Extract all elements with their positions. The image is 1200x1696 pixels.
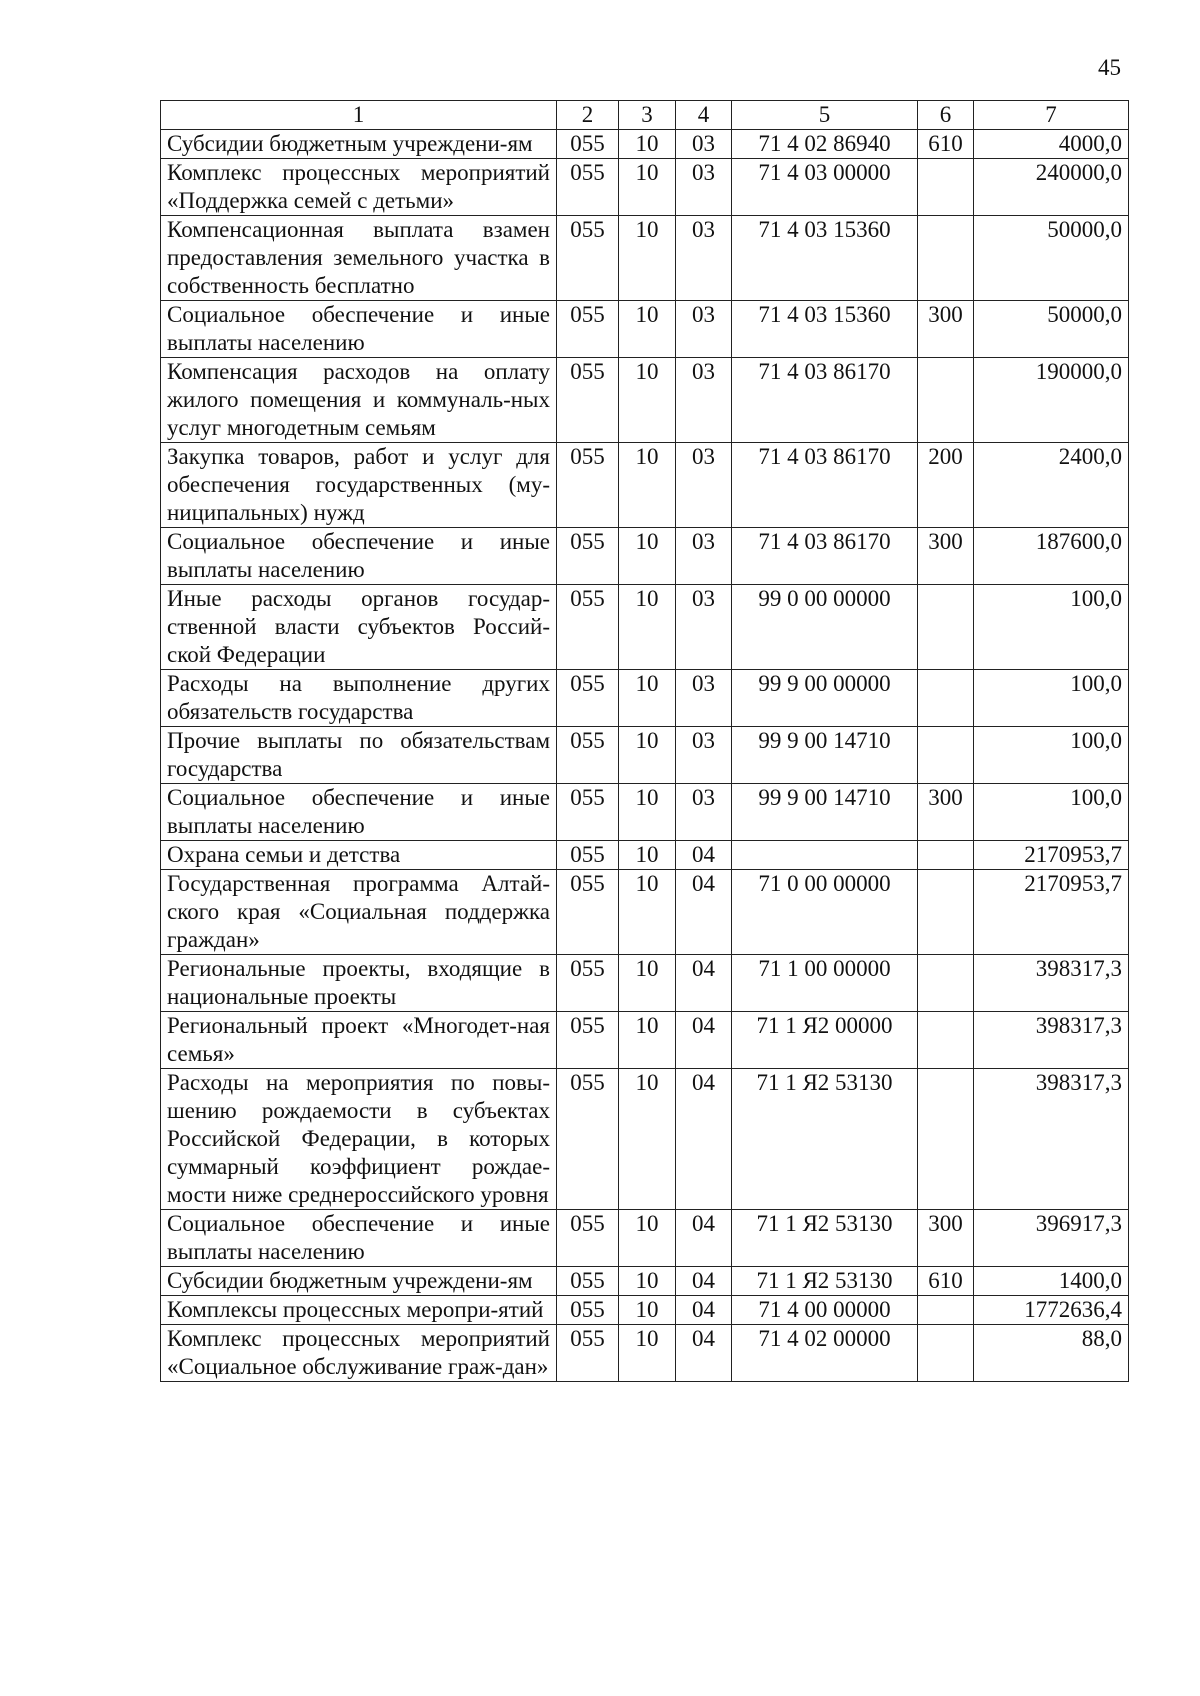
expense-name-cell: Закупка товаров, работ и услуг для обеспечения государственных (му-ниципальных) нужд	[161, 443, 557, 528]
section-code-cell: 10	[619, 955, 676, 1012]
subsection-code-cell: 04	[676, 1296, 732, 1325]
table-row	[161, 1069, 1129, 1210]
section-code-cell: 10	[619, 1325, 676, 1382]
amount-cell: 2170953,7	[974, 870, 1129, 955]
expense-name-cell: Социальное обеспечение и иные выплаты населению	[161, 301, 557, 358]
section-code-cell: 10	[619, 727, 676, 784]
subsection-code-cell: 04	[676, 1012, 732, 1069]
subsection-code-cell: 04	[676, 1325, 732, 1382]
section-code-cell: 10	[619, 159, 676, 216]
target-article-cell: 71 4 03 86170	[732, 443, 918, 528]
subsection-code-cell: 03	[676, 216, 732, 301]
table-row	[161, 1296, 1129, 1325]
subsection-code-cell: 03	[676, 443, 732, 528]
expense-type-cell: 300	[918, 301, 974, 358]
column-header: 1	[161, 101, 557, 130]
section-code-cell: 10	[619, 130, 676, 159]
amount-cell: 398317,3	[974, 955, 1129, 1012]
amount-cell: 100,0	[974, 784, 1129, 841]
ministry-code-cell: 055	[557, 585, 619, 670]
target-article-cell: 71 1 Я2 53130	[732, 1210, 918, 1267]
amount-cell: 4000,0	[974, 130, 1129, 159]
table-row	[161, 1012, 1129, 1069]
target-article-cell: 99 9 00 14710	[732, 727, 918, 784]
expense-type-cell: 300	[918, 528, 974, 585]
target-article-cell: 71 4 03 00000	[732, 159, 918, 216]
target-article-cell: 71 4 03 86170	[732, 528, 918, 585]
ministry-code-cell: 055	[557, 301, 619, 358]
ministry-code-cell: 055	[557, 358, 619, 443]
budget-table	[160, 100, 1129, 1382]
target-article-cell: 71 1 Я2 00000	[732, 1012, 918, 1069]
expense-type-cell	[918, 159, 974, 216]
expense-type-cell	[918, 1296, 974, 1325]
amount-cell: 398317,3	[974, 1012, 1129, 1069]
table-row	[161, 870, 1129, 955]
target-article-cell: 71 4 02 00000	[732, 1325, 918, 1382]
expense-type-cell	[918, 870, 974, 955]
ministry-code-cell: 055	[557, 955, 619, 1012]
expense-name-cell: Компенсация расходов на оплату жилого помещения и коммуналь-ных услуг многодетным семьям	[161, 358, 557, 443]
expense-type-cell	[918, 727, 974, 784]
amount-cell: 240000,0	[974, 159, 1129, 216]
table-row	[161, 1325, 1129, 1382]
table-row	[161, 216, 1129, 301]
expense-type-cell	[918, 358, 974, 443]
section-code-cell: 10	[619, 1069, 676, 1210]
subsection-code-cell: 03	[676, 670, 732, 727]
expense-name-cell: Региональные проекты, входящие в национальные проекты	[161, 955, 557, 1012]
subsection-code-cell: 04	[676, 1210, 732, 1267]
ministry-code-cell: 055	[557, 1325, 619, 1382]
subsection-code-cell: 03	[676, 358, 732, 443]
expense-name-cell: Региональный проект «Многодет-ная семья»	[161, 1012, 557, 1069]
subsection-code-cell: 03	[676, 301, 732, 358]
ministry-code-cell: 055	[557, 1069, 619, 1210]
expense-name-cell: Социальное обеспечение и иные выплаты населению	[161, 528, 557, 585]
subsection-code-cell: 04	[676, 870, 732, 955]
header-row	[161, 101, 1129, 130]
expense-type-cell	[918, 841, 974, 870]
ministry-code-cell: 055	[557, 870, 619, 955]
expense-name-cell: Государственная программа Алтай-ского края «Социальная поддержка граждан»	[161, 870, 557, 955]
ministry-code-cell: 055	[557, 670, 619, 727]
column-header: 6	[918, 101, 974, 130]
section-code-cell: 10	[619, 443, 676, 528]
section-code-cell: 10	[619, 216, 676, 301]
target-article-cell: 71 0 00 00000	[732, 870, 918, 955]
table-row	[161, 301, 1129, 358]
table-row	[161, 1267, 1129, 1296]
section-code-cell: 10	[619, 358, 676, 443]
expense-name-cell: Охрана семьи и детства	[161, 841, 557, 870]
table-row	[161, 358, 1129, 443]
table-row	[161, 727, 1129, 784]
section-code-cell: 10	[619, 301, 676, 358]
amount-cell: 100,0	[974, 585, 1129, 670]
expense-type-cell	[918, 1012, 974, 1069]
expense-type-cell	[918, 585, 974, 670]
table-row	[161, 585, 1129, 670]
amount-cell: 100,0	[974, 727, 1129, 784]
amount-cell: 187600,0	[974, 528, 1129, 585]
expense-type-cell	[918, 670, 974, 727]
column-header: 4	[676, 101, 732, 130]
section-code-cell: 10	[619, 784, 676, 841]
expense-name-cell: Расходы на мероприятия по повы-шению рождаемости в субъектах Российской Федерации, в которых суммарный коэффициент рождае-мости ниже среднероссийского уровня	[161, 1069, 557, 1210]
column-header: 2	[557, 101, 619, 130]
amount-cell: 50000,0	[974, 301, 1129, 358]
target-article-cell: 99 9 00 00000	[732, 670, 918, 727]
amount-cell: 1772636,4	[974, 1296, 1129, 1325]
expense-name-cell: Прочие выплаты по обязательствам государства	[161, 727, 557, 784]
subsection-code-cell: 03	[676, 130, 732, 159]
expense-name-cell: Комплекс процессных мероприятий «Поддержка семей с детьми»	[161, 159, 557, 216]
amount-cell: 1400,0	[974, 1267, 1129, 1296]
expense-name-cell: Субсидии бюджетным учреждени-ям	[161, 130, 557, 159]
subsection-code-cell: 04	[676, 841, 732, 870]
expense-type-cell	[918, 1069, 974, 1210]
target-article-cell: 71 4 03 15360	[732, 301, 918, 358]
section-code-cell: 10	[619, 670, 676, 727]
section-code-cell: 10	[619, 870, 676, 955]
target-article-cell	[732, 841, 918, 870]
table-row	[161, 528, 1129, 585]
target-article-cell: 71 4 03 15360	[732, 216, 918, 301]
ministry-code-cell: 055	[557, 784, 619, 841]
subsection-code-cell: 03	[676, 585, 732, 670]
expense-type-cell	[918, 1325, 974, 1382]
section-code-cell: 10	[619, 585, 676, 670]
subsection-code-cell: 04	[676, 1267, 732, 1296]
amount-cell: 396917,3	[974, 1210, 1129, 1267]
column-header: 5	[732, 101, 918, 130]
expense-type-cell: 610	[918, 130, 974, 159]
table-row	[161, 443, 1129, 528]
ministry-code-cell: 055	[557, 130, 619, 159]
subsection-code-cell: 04	[676, 955, 732, 1012]
expense-type-cell	[918, 955, 974, 1012]
table-row	[161, 1210, 1129, 1267]
table-row	[161, 130, 1129, 159]
ministry-code-cell: 055	[557, 841, 619, 870]
table-row	[161, 841, 1129, 870]
ministry-code-cell: 055	[557, 443, 619, 528]
table-row	[161, 159, 1129, 216]
ministry-code-cell: 055	[557, 1267, 619, 1296]
table-row	[161, 784, 1129, 841]
amount-cell: 190000,0	[974, 358, 1129, 443]
expense-type-cell: 200	[918, 443, 974, 528]
table-row	[161, 955, 1129, 1012]
amount-cell: 100,0	[974, 670, 1129, 727]
section-code-cell: 10	[619, 1296, 676, 1325]
target-article-cell: 99 0 00 00000	[732, 585, 918, 670]
expense-name-cell: Социальное обеспечение и иные выплаты населению	[161, 784, 557, 841]
expense-name-cell: Иные расходы органов государ-ственной власти субъектов Россий-ской Федерации	[161, 585, 557, 670]
expense-name-cell: Комплексы процессных меропри-ятий	[161, 1296, 557, 1325]
target-article-cell: 71 1 Я2 53130	[732, 1069, 918, 1210]
target-article-cell: 71 1 Я2 53130	[732, 1267, 918, 1296]
expense-type-cell: 300	[918, 1210, 974, 1267]
section-code-cell: 10	[619, 1012, 676, 1069]
ministry-code-cell: 055	[557, 159, 619, 216]
expense-type-cell	[918, 216, 974, 301]
target-article-cell: 71 1 00 00000	[732, 955, 918, 1012]
amount-cell: 2170953,7	[974, 841, 1129, 870]
expense-name-cell: Компенсационная выплата взамен предоставления земельного участка в собственность бесплатно	[161, 216, 557, 301]
ministry-code-cell: 055	[557, 727, 619, 784]
amount-cell: 2400,0	[974, 443, 1129, 528]
expense-name-cell: Субсидии бюджетным учреждени-ям	[161, 1267, 557, 1296]
ministry-code-cell: 055	[557, 1296, 619, 1325]
ministry-code-cell: 055	[557, 528, 619, 585]
ministry-code-cell: 055	[557, 1210, 619, 1267]
expense-name-cell: Комплекс процессных мероприятий «Социальное обслуживание граж-дан»	[161, 1325, 557, 1382]
section-code-cell: 10	[619, 1210, 676, 1267]
subsection-code-cell: 03	[676, 727, 732, 784]
expense-name-cell: Социальное обеспечение и иные выплаты населению	[161, 1210, 557, 1267]
subsection-code-cell: 03	[676, 528, 732, 585]
target-article-cell: 71 4 02 86940	[732, 130, 918, 159]
amount-cell: 88,0	[974, 1325, 1129, 1382]
target-article-cell: 99 9 00 14710	[732, 784, 918, 841]
page-number: 45	[1098, 55, 1121, 80]
amount-cell: 398317,3	[974, 1069, 1129, 1210]
subsection-code-cell: 03	[676, 784, 732, 841]
column-header: 3	[619, 101, 676, 130]
expense-type-cell: 610	[918, 1267, 974, 1296]
section-code-cell: 10	[619, 1267, 676, 1296]
table-row	[161, 670, 1129, 727]
subsection-code-cell: 03	[676, 159, 732, 216]
target-article-cell: 71 4 00 00000	[732, 1296, 918, 1325]
section-code-cell: 10	[619, 528, 676, 585]
column-header: 7	[974, 101, 1129, 130]
subsection-code-cell: 04	[676, 1069, 732, 1210]
section-code-cell: 10	[619, 841, 676, 870]
ministry-code-cell: 055	[557, 216, 619, 301]
amount-cell: 50000,0	[974, 216, 1129, 301]
target-article-cell: 71 4 03 86170	[732, 358, 918, 443]
ministry-code-cell: 055	[557, 1012, 619, 1069]
expense-name-cell: Расходы на выполнение других обязательств государства	[161, 670, 557, 727]
expense-type-cell: 300	[918, 784, 974, 841]
